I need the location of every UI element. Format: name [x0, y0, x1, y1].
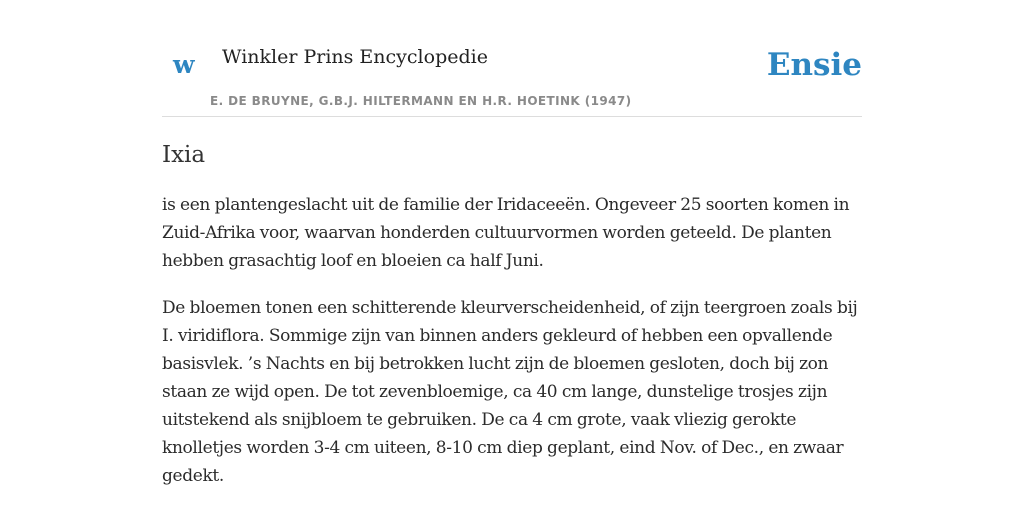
entry-title: Ixia — [162, 142, 206, 168]
entry-paragraph: De bloemen tonen een schitterende kleurverscheidenheid, of zijn teergroen zoals bij I. viridiflora. Sommige zijn van binnen anders gekleurd of hebben een opvallende basisvlek. ’s Nachts en bij betrokken lucht zijn de bloemen gesloten, doch bij zon staan ze wijd open. De tot zevenbloemige, ca 40 cm lange, dunstelige trosjes zijn uitstekend als snijbloem te gebruiken. De ca 4 cm grote, vaak vliezig gerokte knolletjes worden 3-4 cm uiteen, 8-10 cm diep geplant, eind Nov. of Dec., en zwaar gedekt. — [162, 297, 858, 486]
page — [162, 0, 862, 490]
publication-title: Winkler Prins Encyclopedie — [222, 46, 488, 68]
ensie-logo-link[interactable]: Ensie — [766, 47, 862, 83]
publication-authors: E. DE BRUYNE, G.B.J. HILTERMANN EN H.R. HOETINK (1947) — [210, 94, 632, 108]
header — [162, 0, 862, 117]
entry-paragraph: is een plantengeslacht uit de familie der Iridaceeën. Ongeveer 25 soorten komen in Zuid-Afrika voor, waarvan honderden cultuurvormen worden geteeld. De planten hebben grasachtig loof en bloeien ca half Juni. — [162, 194, 850, 271]
winkler-prins-logo: w — [173, 50, 195, 79]
